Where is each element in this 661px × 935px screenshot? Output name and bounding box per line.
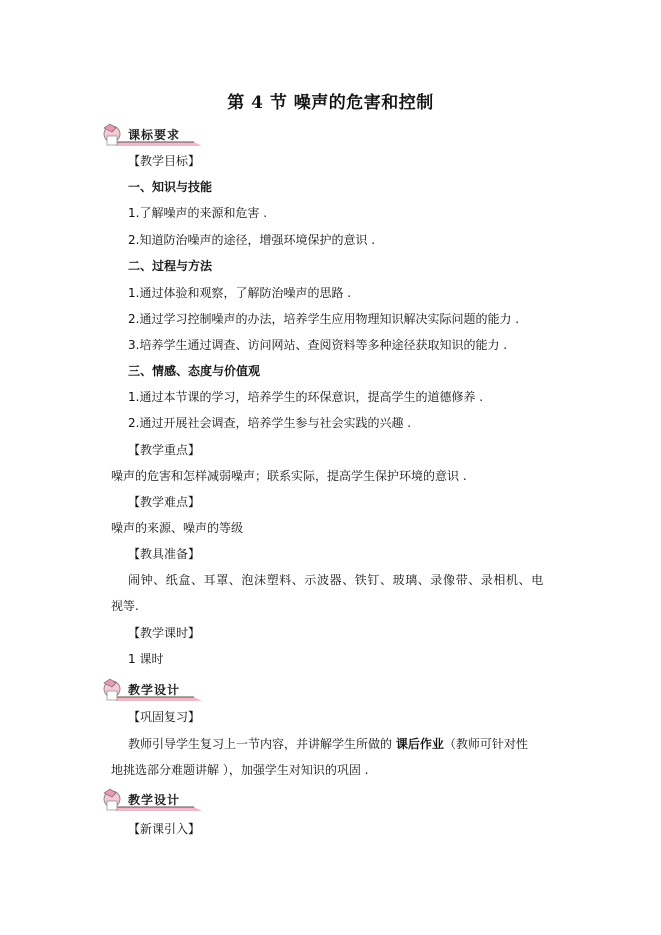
section-label: 教学设计 <box>128 793 181 807</box>
heading-key-points: 【教学重点】 <box>128 443 201 457</box>
text-line: 视等. <box>111 599 139 613</box>
text-line: 2.通过开展社会调查，培养学生参与社会实践的兴趣 . <box>128 416 412 430</box>
text-line: 1.通过体验和观察，了解防治噪声的思路 . <box>128 286 352 300</box>
heading-new-lesson: 【新课引入】 <box>128 822 201 836</box>
heading-difficulties: 【教学难点】 <box>128 495 201 509</box>
homework-emphasis: 课后作业 <box>395 737 444 751</box>
heading-materials: 【教具准备】 <box>128 547 201 561</box>
text-line: 1.了解噪声的来源和危害 . <box>128 206 268 220</box>
subheading-knowledge: 一、知识与技能 <box>128 180 213 194</box>
text-fragment: 教师引导学生复习上一节内容，并讲解学生所做的 <box>128 737 396 751</box>
text-line: 闹钟、纸盒、耳罩、泡沫塑料、示波器、铁钉、玻璃、录像带、录相机、电 <box>128 573 544 587</box>
heading-class-hours: 【教学课时】 <box>128 626 201 640</box>
text-line: 3.培养学生通过调查、访问网站、查阅资料等多种途径获取知识的能力 . <box>128 338 508 352</box>
text-fragment: （教师可针对性 <box>443 737 528 751</box>
section-badge-design <box>98 677 208 703</box>
section-badge-design-2 <box>98 787 208 813</box>
text-line: 2.通过学习控制噪声的办法，培养学生应用物理知识解决实际问题的能力 . <box>128 312 520 326</box>
section-label: 教学设计 <box>128 683 181 697</box>
text-line <box>128 737 528 751</box>
text-line: 1 课时 <box>128 652 164 666</box>
subheading-process: 二、过程与方法 <box>128 259 213 273</box>
page-title: 第 4 节 噪声的危害和控制 <box>227 93 434 113</box>
text-line: 地挑选部分难题讲解 ），加强学生对知识的巩固 . <box>111 763 369 777</box>
text-line: 噪声的来源、噪声的等级 <box>111 521 244 535</box>
subheading-attitude: 三、情感、态度与价值观 <box>128 364 261 378</box>
section-badge-curriculum <box>98 122 208 148</box>
text-line: 2.知道防治噪声的途径，增强环境保护的意识 . <box>128 233 376 247</box>
heading-teaching-goals: 【教学目标】 <box>128 154 201 168</box>
text-line: 噪声的危害和怎样减弱噪声；联系实际，提高学生保护环境的意识 . <box>111 469 467 483</box>
section-label: 课标要求 <box>128 128 181 142</box>
heading-review: 【巩固复习】 <box>128 710 201 724</box>
text-line: 1.通过本节课的学习，培养学生的环保意识，提高学生的道德修养 . <box>128 390 484 404</box>
